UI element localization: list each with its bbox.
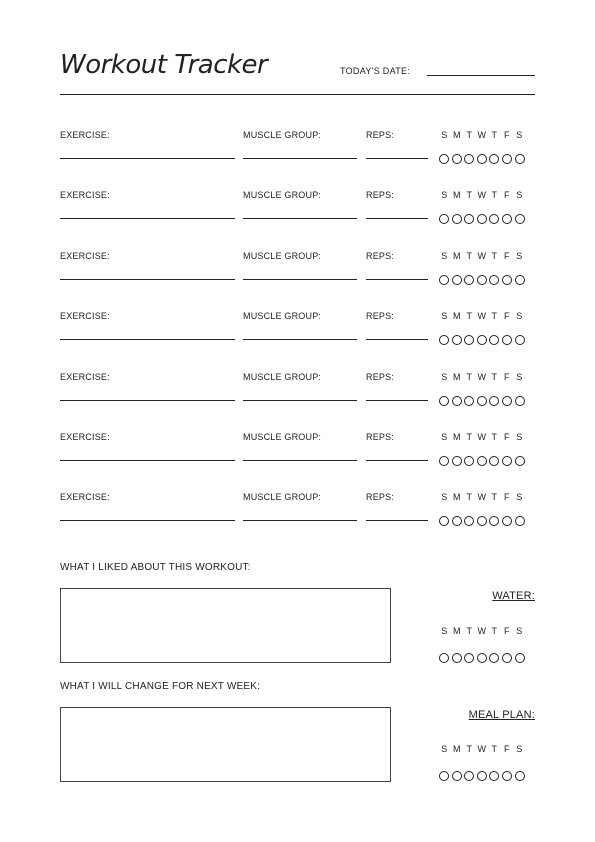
day-letter: T: [466, 492, 472, 503]
day-letter: F: [504, 190, 510, 201]
day-letter: M: [453, 130, 461, 140]
reps-field[interactable]: [366, 339, 428, 340]
reps-label: REPS:: [366, 130, 395, 140]
exercise-field[interactable]: [60, 460, 235, 461]
day-checkbox[interactable]: [477, 214, 487, 224]
day-letter: T: [466, 250, 472, 261]
day-checkbox[interactable]: [464, 653, 474, 663]
day-letter: M: [453, 432, 461, 442]
day-checkbox[interactable]: [439, 396, 449, 406]
day-letter: S: [516, 311, 523, 322]
day-letter: S: [516, 190, 523, 201]
reps-label: REPS:: [366, 190, 395, 201]
row-days: [438, 432, 526, 442]
meal-plan-circles: [439, 771, 525, 781]
day-letter: T: [466, 130, 472, 140]
day-checkbox[interactable]: [502, 516, 512, 526]
row-days: [438, 372, 526, 382]
reps-field[interactable]: [366, 460, 428, 461]
day-checkbox[interactable]: [464, 275, 474, 285]
day-checkbox[interactable]: [489, 396, 499, 406]
day-checkbox[interactable]: [515, 653, 525, 663]
meal-plan-title: MEAL PLAN:: [468, 709, 535, 721]
day-letter: F: [504, 432, 510, 442]
day-letter: F: [504, 311, 510, 322]
day-checkbox[interactable]: [477, 516, 487, 526]
reps-field[interactable]: [366, 520, 428, 521]
day-letter: T: [466, 626, 472, 636]
day-letter: T: [466, 744, 472, 754]
day-letter: S: [516, 744, 523, 754]
day-letter: S: [441, 130, 448, 140]
day-checkbox[interactable]: [464, 456, 474, 466]
day-checkbox[interactable]: [477, 396, 487, 406]
row-circles: [439, 335, 525, 345]
muscle-group-label: MUSCLE GROUP:: [243, 432, 322, 442]
day-letter: S: [516, 371, 523, 382]
day-checkbox[interactable]: [477, 771, 487, 781]
day-letter: F: [504, 130, 510, 140]
day-letter: W: [477, 744, 486, 754]
day-letter: S: [441, 371, 448, 382]
day-letter: S: [441, 190, 448, 201]
exercise-field[interactable]: [60, 520, 235, 521]
exercise-label: EXERCISE:: [60, 311, 110, 322]
exercise-field[interactable]: [60, 339, 235, 340]
day-checkbox[interactable]: [515, 154, 525, 164]
row-days: [438, 251, 526, 261]
day-checkbox[interactable]: [439, 653, 449, 663]
day-checkbox[interactable]: [439, 456, 449, 466]
exercise-row: [0, 492, 595, 552]
day-letter: T: [466, 371, 472, 382]
day-checkbox[interactable]: [464, 771, 474, 781]
muscle-group-field[interactable]: [243, 400, 357, 401]
day-letter: M: [453, 626, 461, 636]
day-checkbox[interactable]: [452, 653, 462, 663]
day-checkbox[interactable]: [489, 653, 499, 663]
muscle-group-field[interactable]: [243, 520, 357, 521]
day-checkbox[interactable]: [515, 771, 525, 781]
exercise-field[interactable]: [60, 279, 235, 280]
header-divider: [60, 94, 535, 95]
muscle-group-field[interactable]: [243, 218, 357, 219]
day-checkbox[interactable]: [515, 516, 525, 526]
day-checkbox[interactable]: [452, 396, 462, 406]
day-checkbox[interactable]: [452, 335, 462, 345]
day-checkbox[interactable]: [464, 396, 474, 406]
day-letter: M: [453, 250, 461, 261]
day-letter: T: [491, 130, 497, 140]
day-checkbox[interactable]: [515, 335, 525, 345]
day-letter: T: [491, 250, 497, 261]
day-checkbox[interactable]: [515, 396, 525, 406]
day-checkbox[interactable]: [502, 275, 512, 285]
row-circles: [439, 154, 525, 164]
day-checkbox[interactable]: [452, 456, 462, 466]
exercise-label: EXERCISE:: [60, 190, 110, 201]
day-checkbox[interactable]: [439, 275, 449, 285]
liked-notes-box[interactable]: [60, 588, 391, 663]
page-title: Workout Tracker: [60, 50, 268, 80]
muscle-group-label: MUSCLE GROUP:: [243, 130, 322, 140]
row-circles: [439, 275, 525, 285]
day-checkbox[interactable]: [439, 214, 449, 224]
water-circles: [439, 653, 525, 663]
day-letter: T: [466, 311, 472, 322]
day-letter: T: [491, 190, 497, 201]
day-checkbox[interactable]: [515, 456, 525, 466]
day-letter: T: [491, 744, 497, 754]
day-letter: M: [453, 311, 461, 322]
reps-field[interactable]: [366, 218, 428, 219]
day-letter: S: [516, 626, 523, 636]
day-checkbox[interactable]: [502, 653, 512, 663]
row-circles: [439, 396, 525, 406]
muscle-group-label: MUSCLE GROUP:: [243, 311, 322, 322]
day-letter: F: [504, 626, 510, 636]
day-letter: S: [441, 626, 448, 636]
day-letter: T: [466, 432, 472, 442]
day-letter: W: [477, 130, 486, 140]
change-label: WHAT I WILL CHANGE FOR NEXT WEEK:: [60, 681, 261, 692]
day-checkbox[interactable]: [489, 456, 499, 466]
reps-label: REPS:: [366, 250, 395, 261]
muscle-group-label: MUSCLE GROUP:: [243, 492, 322, 503]
day-letter: W: [477, 190, 486, 201]
exercise-label: EXERCISE:: [60, 371, 110, 382]
day-checkbox[interactable]: [452, 771, 462, 781]
reps-label: REPS:: [366, 371, 395, 382]
day-letter: W: [477, 250, 486, 261]
day-checkbox[interactable]: [502, 335, 512, 345]
day-checkbox[interactable]: [502, 154, 512, 164]
day-checkbox[interactable]: [477, 335, 487, 345]
day-letter: W: [477, 371, 486, 382]
exercise-label: EXERCISE:: [60, 432, 110, 442]
exercise-row: [0, 130, 595, 190]
meal-plan-days: [438, 744, 526, 754]
reps-label: REPS:: [366, 492, 395, 503]
exercise-field[interactable]: [60, 400, 235, 401]
row-circles: [439, 214, 525, 224]
reps-field[interactable]: [366, 400, 428, 401]
day-letter: F: [504, 744, 510, 754]
day-letter: S: [441, 250, 448, 261]
muscle-group-field[interactable]: [243, 460, 357, 461]
row-circles: [439, 456, 525, 466]
reps-field[interactable]: [366, 158, 428, 159]
date-field[interactable]: [427, 75, 535, 76]
day-checkbox[interactable]: [477, 154, 487, 164]
day-letter: W: [477, 311, 486, 322]
date-label: TODAY'S DATE:: [340, 66, 411, 76]
day-checkbox[interactable]: [489, 154, 499, 164]
day-letter: F: [504, 492, 510, 503]
row-days: [438, 130, 526, 140]
day-letter: T: [491, 311, 497, 322]
day-letter: S: [516, 250, 523, 261]
day-letter: F: [504, 371, 510, 382]
day-letter: W: [477, 492, 486, 503]
muscle-group-label: MUSCLE GROUP:: [243, 190, 322, 201]
day-checkbox[interactable]: [477, 653, 487, 663]
day-checkbox[interactable]: [502, 214, 512, 224]
day-letter: F: [504, 250, 510, 261]
row-days: [438, 311, 526, 321]
row-days: [438, 190, 526, 200]
row-circles: [439, 516, 525, 526]
row-days: [438, 492, 526, 502]
exercise-label: EXERCISE:: [60, 492, 110, 503]
day-checkbox[interactable]: [489, 214, 499, 224]
exercise-field[interactable]: [60, 158, 235, 159]
day-letter: T: [491, 371, 497, 382]
muscle-group-field[interactable]: [243, 279, 357, 280]
day-letter: W: [477, 432, 486, 442]
day-letter: M: [453, 190, 461, 201]
exercise-field[interactable]: [60, 218, 235, 219]
day-letter: W: [477, 626, 486, 636]
day-checkbox[interactable]: [477, 456, 487, 466]
exercise-row: [0, 311, 595, 371]
day-checkbox[interactable]: [439, 154, 449, 164]
day-checkbox[interactable]: [464, 335, 474, 345]
day-checkbox[interactable]: [502, 456, 512, 466]
day-checkbox[interactable]: [439, 771, 449, 781]
day-letter: T: [491, 432, 497, 442]
day-checkbox[interactable]: [439, 335, 449, 345]
exercise-row: [0, 372, 595, 432]
day-checkbox[interactable]: [452, 154, 462, 164]
exercise-row: [0, 190, 595, 250]
day-checkbox[interactable]: [452, 275, 462, 285]
day-letter: S: [441, 432, 448, 442]
day-checkbox[interactable]: [489, 275, 499, 285]
exercise-label: EXERCISE:: [60, 250, 110, 261]
exercise-row: [0, 251, 595, 311]
day-letter: T: [491, 492, 497, 503]
day-letter: T: [491, 626, 497, 636]
exercise-label: EXERCISE:: [60, 130, 110, 140]
day-checkbox[interactable]: [515, 214, 525, 224]
muscle-group-label: MUSCLE GROUP:: [243, 250, 322, 261]
day-checkbox[interactable]: [452, 516, 462, 526]
exercise-row: [0, 432, 595, 492]
change-notes-box[interactable]: [60, 707, 391, 782]
day-letter: S: [516, 130, 523, 140]
day-checkbox[interactable]: [452, 214, 462, 224]
day-letter: M: [453, 744, 461, 754]
day-letter: S: [516, 432, 523, 442]
day-checkbox[interactable]: [489, 335, 499, 345]
muscle-group-label: MUSCLE GROUP:: [243, 371, 322, 382]
liked-label: WHAT I LIKED ABOUT THIS WORKOUT:: [60, 562, 251, 573]
muscle-group-field[interactable]: [243, 339, 357, 340]
day-checkbox[interactable]: [464, 214, 474, 224]
day-checkbox[interactable]: [464, 154, 474, 164]
day-letter: S: [516, 492, 523, 503]
day-letter: S: [441, 492, 448, 503]
day-checkbox[interactable]: [464, 516, 474, 526]
day-checkbox[interactable]: [477, 275, 487, 285]
day-checkbox[interactable]: [502, 396, 512, 406]
day-checkbox[interactable]: [489, 516, 499, 526]
reps-label: REPS:: [366, 311, 395, 322]
day-letter: M: [453, 371, 461, 382]
day-letter: T: [466, 190, 472, 201]
water-days: [438, 626, 526, 636]
reps-label: REPS:: [366, 432, 395, 442]
day-checkbox[interactable]: [439, 516, 449, 526]
water-title: WATER:: [492, 590, 535, 602]
reps-field[interactable]: [366, 279, 428, 280]
day-letter: M: [453, 492, 461, 503]
muscle-group-field[interactable]: [243, 158, 357, 159]
day-checkbox[interactable]: [489, 771, 499, 781]
day-checkbox[interactable]: [515, 275, 525, 285]
day-checkbox[interactable]: [502, 771, 512, 781]
day-letter: S: [441, 744, 448, 754]
day-letter: S: [441, 311, 448, 322]
